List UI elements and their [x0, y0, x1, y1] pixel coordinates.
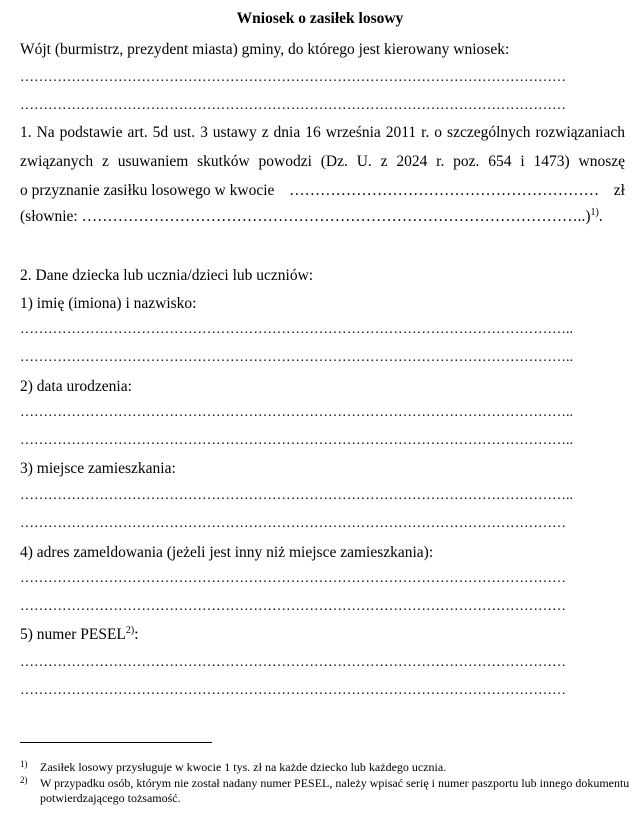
document-title: Wniosek o zasiłek losowy: [236, 10, 404, 27]
birthdate-label: 2) data urodzenia:: [20, 378, 132, 395]
addressee-field-line-2[interactable]: ………………………………………………………………………………………………………: [20, 98, 566, 113]
child-data-heading: 2. Dane dziecka lub ucznia/dzieci lub uczniów:: [20, 267, 314, 284]
amount-words-field[interactable]: ……………………………………………………………………………………..: [81, 208, 586, 225]
footnote-2-text: W przypadku osób, którym nie został nadany numer PESEL, należy wpisać serię i numer paszportu lub innego dokumentu potwierdzającego tożsamość.: [40, 776, 630, 805]
registered-address-label: 4) adres zameldowania (jeżeli jest inny niż miejsce zamieszkania):: [20, 544, 434, 561]
request-text-line-2: związanych z usuwaniem skutków powodzi (Dz. U. z 2024 r. poz. 654 i 1473) wnoszę: [20, 153, 625, 170]
amount-field[interactable]: ……………………………………………………: [289, 182, 600, 199]
name-label: 1) imię (imiona) i nazwisko:: [20, 295, 197, 312]
footnote-ref-2: 2): [125, 625, 135, 636]
pesel-field-line-1[interactable]: ………………………………………………………………………………………………………: [20, 655, 566, 670]
footnote-2-mark: 2): [20, 775, 28, 785]
addressee-field-line-1[interactable]: ………………………………………………………………………………………………………: [20, 70, 566, 85]
amount-words-period: .: [598, 208, 603, 225]
footnote-separator: [20, 742, 212, 743]
registered-address-field-line-2[interactable]: ………………………………………………………………………………………………………: [20, 599, 566, 614]
amount-line: [20, 181, 625, 201]
request-text-line-1: 1. Na podstawie art. 5d ust. 3 ustawy z dnia 16 września 2011 r. o szczególnych rozwiązaniach: [20, 124, 625, 141]
footnote-1-mark: 1): [20, 759, 28, 769]
footnote-ref-1: 1): [590, 207, 599, 218]
amount-words-close: ): [585, 208, 591, 225]
amount-words-label: (słownie:: [20, 208, 78, 225]
amount-label: o przyznanie zasiłku losowego w kwocie: [20, 182, 275, 199]
pesel-label-colon: :: [134, 626, 139, 643]
birthdate-field-line-2[interactable]: ………………………………………………………………………………………………………..: [20, 433, 573, 448]
birthdate-field-line-1[interactable]: ………………………………………………………………………………………………………..: [20, 405, 573, 420]
pesel-field-line-2[interactable]: ………………………………………………………………………………………………………: [20, 683, 566, 698]
footnote-1-text: Zasiłek losowy przysługuje w kwocie 1 tys. zł na każde dziecko lub każdego ucznia.: [40, 760, 447, 774]
residence-field-line-2[interactable]: ………………………………………………………………………………………………………: [20, 516, 566, 531]
pesel-label-text: 5) numer PESEL: [20, 626, 126, 643]
pesel-label: [20, 625, 625, 645]
registered-address-field-line-1[interactable]: ………………………………………………………………………………………………………: [20, 571, 566, 586]
residence-label: 3) miejsce zamieszkania:: [20, 460, 176, 477]
residence-field-line-1[interactable]: ………………………………………………………………………………………………………..: [20, 488, 573, 503]
amount-words-line: [20, 207, 625, 227]
currency-label: zł: [613, 182, 625, 199]
addressee-label: Wójt (burmistrz, prezydent miasta) gminy, do którego jest kierowany wniosek:: [20, 41, 510, 58]
name-field-line-2[interactable]: ………………………………………………………………………………………………………..: [20, 350, 573, 365]
name-field-line-1[interactable]: ………………………………………………………………………………………………………..: [20, 322, 573, 337]
